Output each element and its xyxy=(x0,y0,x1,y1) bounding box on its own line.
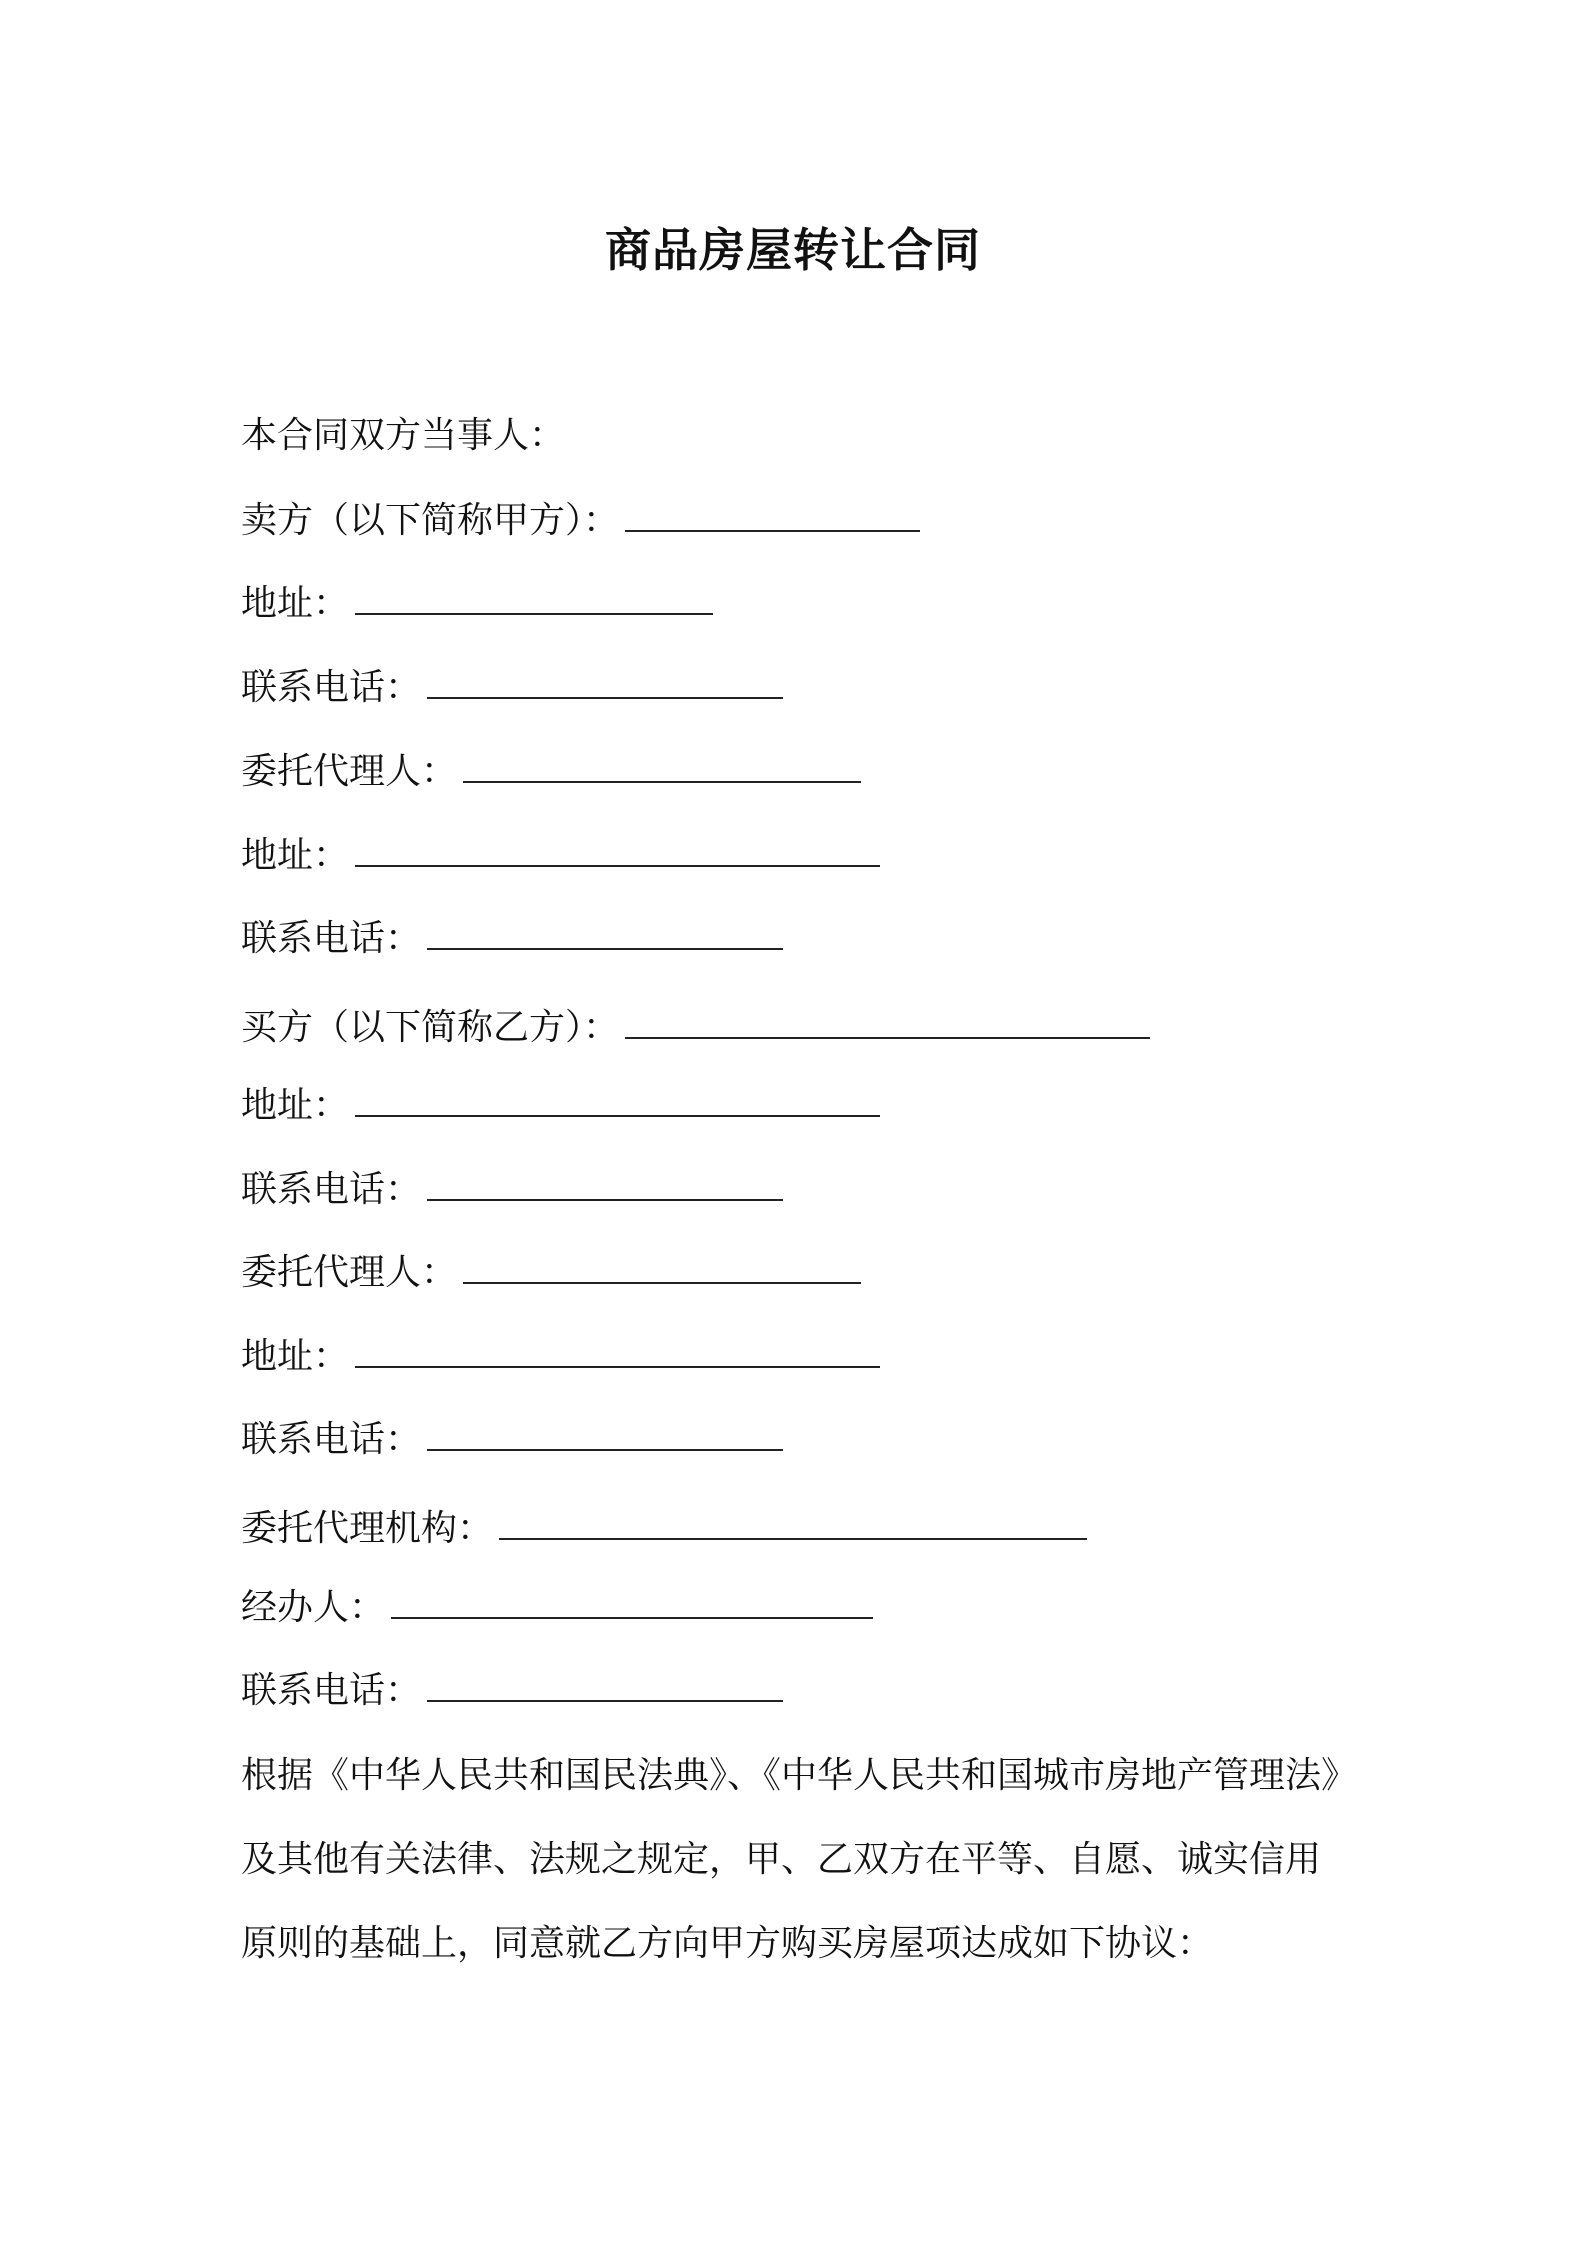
fill-blank xyxy=(463,757,861,783)
legal-basis-paragraph xyxy=(241,1734,1361,1986)
paragraph-line: 原则的基础上，同意就乙方向甲方购买房屋项达成如下协议： xyxy=(241,1923,1214,1964)
field-agency xyxy=(241,1505,1087,1553)
field-label: 买方（以下简称乙方）： xyxy=(241,1007,620,1048)
document-title: 商品房屋转让合同 xyxy=(605,223,981,277)
fill-blank xyxy=(355,841,880,867)
field-label: 联系电话： xyxy=(241,1169,422,1210)
fill-blank xyxy=(427,673,783,699)
fill-blank xyxy=(391,1593,873,1619)
field-label: 经办人： xyxy=(241,1587,386,1628)
field-seller-address xyxy=(241,580,713,628)
fill-blank xyxy=(355,1091,880,1117)
field-handler-phone xyxy=(241,1667,783,1715)
fill-blank xyxy=(427,1175,783,1201)
field-buyer xyxy=(241,1004,1150,1052)
field-label: 地址： xyxy=(241,835,350,876)
fill-blank xyxy=(427,924,783,950)
field-buyer-address xyxy=(241,1082,880,1130)
field-seller-agent-phone xyxy=(241,915,783,963)
field-buyer-agent xyxy=(241,1249,861,1297)
fill-blank xyxy=(355,589,713,615)
field-label: 委托代理机构： xyxy=(241,1508,494,1549)
field-seller-agent-address xyxy=(241,832,880,880)
field-label: 联系电话： xyxy=(241,1419,422,1460)
field-label: 联系电话： xyxy=(241,667,422,708)
fill-blank xyxy=(625,506,920,532)
field-seller xyxy=(241,497,920,545)
paragraph-line: 根据《中华人民共和国民法典》、《中华人民共和国城市房地产管理法》 xyxy=(241,1755,1358,1796)
intro-text: 本合同双方当事人： xyxy=(241,415,566,456)
field-label: 委托代理人： xyxy=(241,1252,458,1293)
fill-blank xyxy=(427,1425,783,1451)
field-label: 联系电话： xyxy=(241,918,422,959)
field-buyer-agent-address xyxy=(241,1333,880,1381)
field-buyer-phone xyxy=(241,1166,783,1214)
field-label: 地址： xyxy=(241,583,350,624)
fill-blank xyxy=(463,1258,861,1284)
field-label: 卖方（以下简称甲方）： xyxy=(241,500,620,541)
fill-blank xyxy=(499,1514,1087,1540)
field-label: 地址： xyxy=(241,1336,350,1377)
paragraph-line: 及其他有关法律、法规之规定，甲、乙双方在平等、自愿、诚实信用 xyxy=(241,1839,1322,1880)
field-handler xyxy=(241,1584,873,1632)
fill-blank xyxy=(427,1676,783,1702)
fill-blank xyxy=(355,1342,880,1368)
field-seller-agent xyxy=(241,748,861,796)
field-label: 委托代理人： xyxy=(241,751,458,792)
field-label: 联系电话： xyxy=(241,1670,422,1711)
field-seller-phone xyxy=(241,664,783,712)
fill-blank xyxy=(625,1013,1150,1039)
field-buyer-agent-phone xyxy=(241,1416,783,1464)
field-label: 地址： xyxy=(241,1085,350,1126)
